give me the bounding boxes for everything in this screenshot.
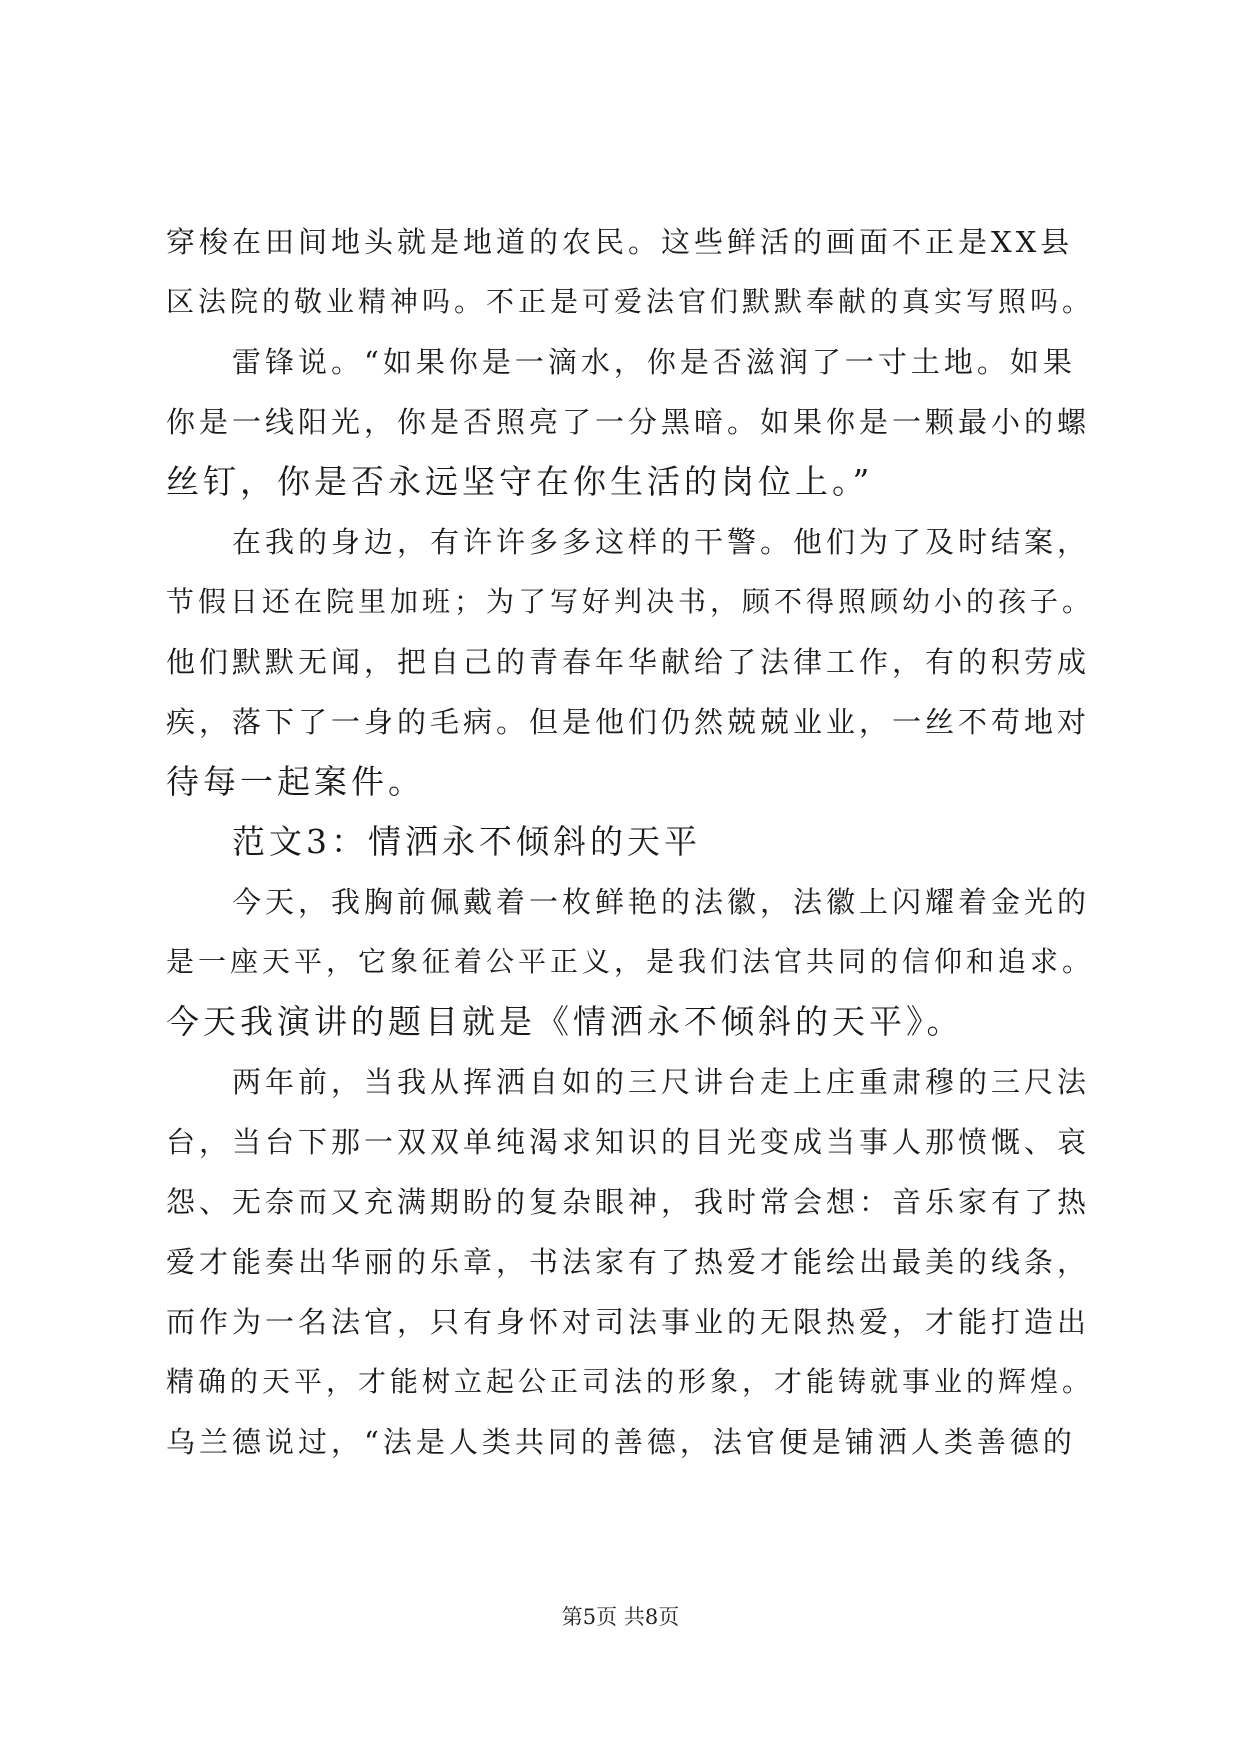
text-line: 待每一起案件。: [166, 762, 425, 801]
text-line: 你是一线阳光，你是否照亮了一分黑暗。如果你是一颗最小的螺: [166, 405, 1091, 439]
text-line: 今天我演讲的题目就是《情洒永不倾斜的天平》。: [166, 1002, 964, 1041]
text-line: 乌兰德说过，“法是人类共同的善德，法官便是铺洒人类善德的: [166, 1425, 1076, 1459]
page-footer: 第5页 共8页: [561, 1605, 680, 1629]
document-body: [166, 212, 1096, 1472]
text-line: 两年前，当我从挥洒自如的三尺讲台走上庄重肃穆的三尺法: [232, 1065, 1091, 1099]
text-line: 穿梭在田间地头就是地道的农民。这些鲜活的画面不正是XX县: [166, 225, 1074, 259]
text-line: 爱才能奏出华丽的乐章，书法家有了热爱才能绘出最美的线条，: [166, 1245, 1091, 1279]
text-line: 他们默默无闻，把自己的青春年华献给了法律工作，有的积劳成: [166, 645, 1091, 679]
text-line: 范文3：情洒永不倾斜的天平: [232, 822, 701, 861]
text-line: 节假日还在院里加班；为了写好判决书，顾不得照顾幼小的孩子。: [166, 585, 1095, 618]
text-line: 精确的天平，才能树立起公正司法的形象，才能铸就事业的辉煌。: [166, 1365, 1095, 1398]
text-line: 台，当台下那一双双单纯渴求知识的目光变成当事人那愤慨、哀: [166, 1125, 1091, 1159]
text-line: 而作为一名法官，只有身怀对司法事业的无限热爱，才能打造出: [166, 1305, 1091, 1339]
text-line: 今天，我胸前佩戴着一枚鲜艳的法徽，法徽上闪耀着金光的: [232, 885, 1091, 919]
text-line: 丝钉，你是否永远坚守在你生活的岗位上。”: [166, 462, 874, 501]
text-line: 疾，落下了一身的毛病。但是他们仍然兢兢业业，一丝不苟地对: [166, 705, 1091, 739]
text-line: 区法院的敬业精神吗。不正是可爱法官们默默奉献的真实写照吗。: [166, 285, 1095, 318]
text-line: 在我的身边，有许许多多这样的干警。他们为了及时结案，: [232, 525, 1091, 559]
text-line: 是一座天平，它象征着公平正义，是我们法官共同的信仰和追求。: [166, 945, 1095, 978]
text-line: 雷锋说。“如果你是一滴水，你是否滋润了一寸土地。如果: [232, 345, 1076, 379]
text-line: 怨、无奈而又充满期盼的复杂眼神，我时常会想：音乐家有了热: [166, 1185, 1091, 1219]
